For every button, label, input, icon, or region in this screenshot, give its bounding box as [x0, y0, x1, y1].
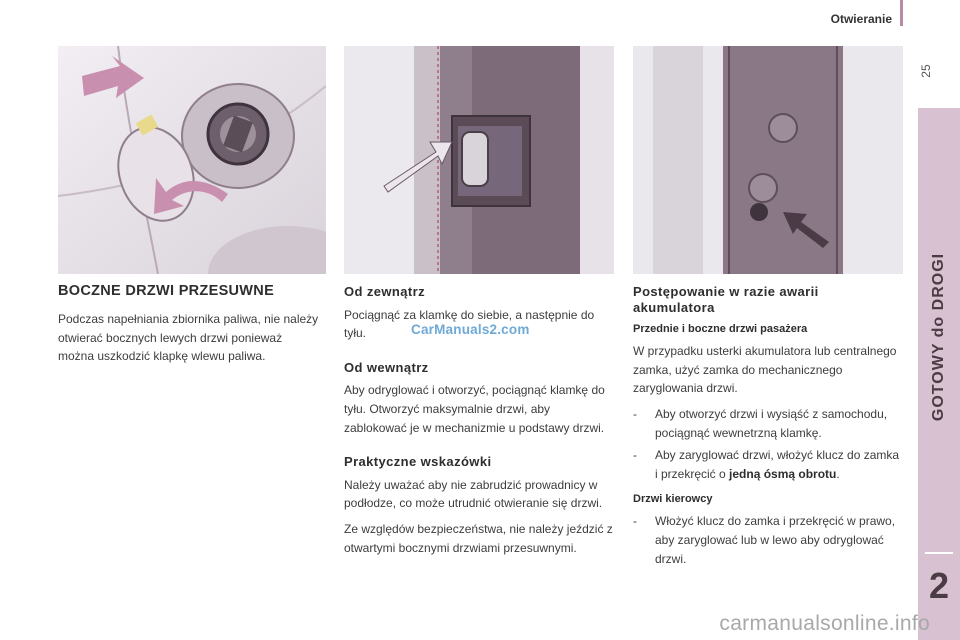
step-emphasis: jedną ósmą obrotu — [729, 466, 837, 481]
fuel-warning-text: Podczas napełniania zbiornika paliwa, nie należy otwierać bocznych lewych drzwi ponieważ można uszkodzić klapkę wlewu paliwa. — [58, 311, 319, 364]
front-doors-steps — [633, 405, 903, 483]
list-item — [633, 446, 903, 483]
heading-driver-door: Drzwi kierowcy — [633, 493, 713, 506]
chapter-number: 2 — [928, 565, 950, 606]
outside-text: Pociągnąć za klamkę do siebie, a następnie do tyłu. — [344, 307, 595, 341]
fuel-flap-illustration — [58, 46, 326, 274]
watermark-carmanualsonline: carmanualsonline.info — [719, 612, 930, 635]
inside-text: Aby odryglować i otworzyć, pociągnąć klamkę do tyłu. Otworzyć maksymalnie drzwi, aby zablokować je w mechanizmie u podstawy drzwi. — [344, 383, 605, 435]
section-heading-sliding-doors: BOCZNE DRZWI PRZESUWNE — [58, 283, 275, 299]
tips-text-2: Ze względów bezpieczeństwa, nie należy jeździć z otwartymi bocznymi drzwiami przesuwnymi. — [344, 521, 613, 555]
list-item: - Włożyć klucz do zamka i przekręcić w prawo, aby zaryglować lub w lewo aby odryglować drzwi. — [633, 512, 903, 568]
tips-text-1: Należy uważać aby nie zabrudzić prowadnicy w podłodze, co może utrudnić otwieranie się drzwi. — [344, 477, 603, 511]
header-accent-bar — [900, 0, 903, 26]
chapter-title-text: GOTOWY do DROGI — [930, 252, 947, 422]
step-text-end: . — [836, 466, 840, 481]
heading-inside: Od wewnątrz — [344, 359, 429, 375]
page-number: 25 — [919, 64, 933, 78]
door-lock-illustration — [633, 46, 903, 274]
column-sliding-doors — [58, 284, 320, 373]
heading-battery-failure: Postępowanie w razie awarii akumulatora — [633, 284, 819, 315]
column-battery-failure — [633, 284, 903, 576]
heading-front-doors: Przednie i boczne drzwi pasażera — [633, 323, 808, 336]
front-doors-text: W przypadku usterki akumulatora lub centralnego zamka, użyć zamka do mechanicznego zaryglowania drzwi. — [633, 344, 897, 396]
page-section-title: Otwieranie — [830, 12, 892, 26]
watermark-carmanuals2: CarManuals2.com — [411, 322, 530, 337]
list-item: - Aby otworzyć drzwi i wysiąść z samochodu, pociągnąć wewnetrzną klamkę. — [633, 405, 903, 442]
chapter-divider — [925, 552, 953, 554]
driver-door-steps — [633, 512, 903, 568]
heading-outside: Od zewnątrz — [344, 284, 425, 299]
heading-tips: Praktyczne wskazówki — [344, 454, 492, 470]
sliding-door-handle-illustration — [344, 46, 614, 274]
chapter-title — [918, 108, 960, 548]
step-text: Aby zaryglować drzwi, włożyć klucz do zamka i przekręcić o — [655, 448, 900, 481]
